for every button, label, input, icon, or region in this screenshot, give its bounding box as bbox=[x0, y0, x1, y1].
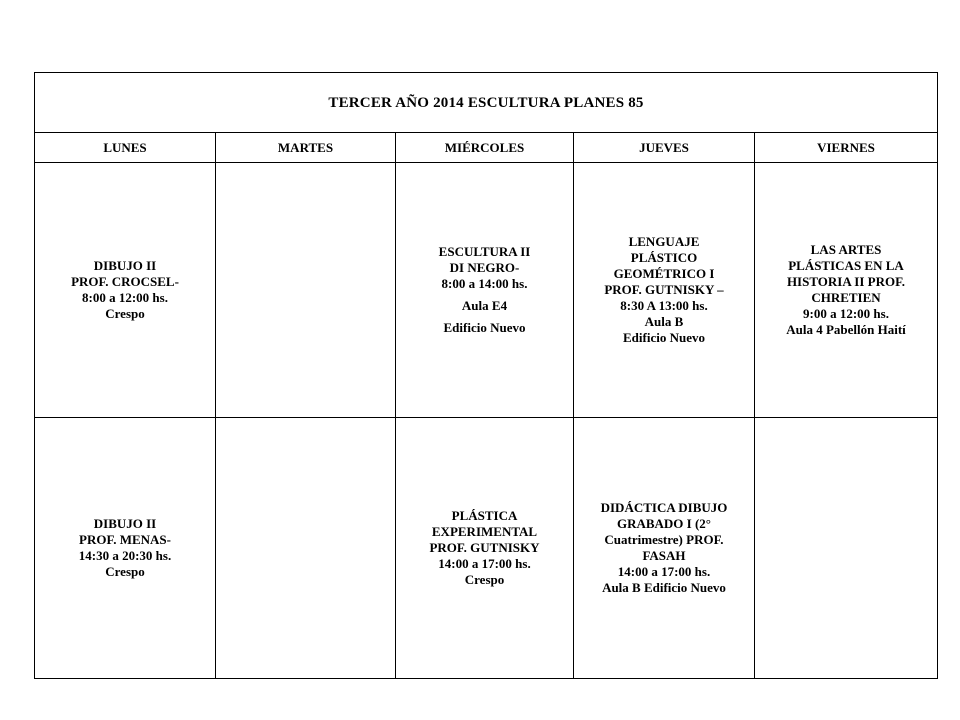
professor: FASAH bbox=[642, 547, 686, 563]
class-name: HISTORIA II PROF. bbox=[786, 273, 906, 289]
class-time: 9:00 a 12:00 hs. bbox=[803, 305, 889, 321]
cell-monday-morning bbox=[35, 163, 216, 417]
cell-thursday-morning bbox=[574, 163, 755, 417]
class-name: DIBUJO II bbox=[93, 257, 157, 273]
class-name: PLÁSTICO bbox=[630, 249, 698, 265]
day-header-row bbox=[35, 133, 938, 163]
professor: PROF. CROCSEL- bbox=[71, 273, 179, 289]
day-header-monday: LUNES bbox=[35, 133, 216, 163]
class-building: Edificio Nuevo bbox=[443, 319, 526, 335]
cell-wednesday-afternoon bbox=[396, 417, 574, 678]
day-header-thursday: JUEVES bbox=[574, 133, 755, 163]
cell-friday-afternoon bbox=[755, 417, 938, 678]
class-location: Crespo bbox=[464, 571, 505, 587]
class-room: Aula B bbox=[644, 313, 684, 329]
class-building: Edificio Nuevo bbox=[623, 329, 705, 345]
title-row bbox=[35, 73, 938, 133]
class-term: Cuatrimestre) PROF. bbox=[604, 531, 724, 547]
cell-tuesday-morning bbox=[216, 163, 396, 417]
class-name: GEOMÉTRICO I bbox=[613, 265, 715, 281]
cell-monday-afternoon bbox=[35, 417, 216, 678]
class-location: Aula 4 Pabellón Haití bbox=[786, 321, 906, 337]
class-time: 14:30 a 20:30 hs. bbox=[78, 547, 172, 563]
class-name: PLÁSTICA bbox=[451, 507, 518, 523]
class-time: 14:00 a 17:00 hs. bbox=[438, 555, 531, 571]
professor: PROF. GUTNISKY bbox=[429, 539, 540, 555]
cell-wednesday-morning bbox=[396, 163, 574, 417]
class-name: LAS ARTES bbox=[810, 241, 882, 257]
morning-row bbox=[35, 163, 938, 417]
class-name: GRABADO I (2° bbox=[616, 515, 712, 531]
class-time: 8:00 a 14:00 hs. bbox=[441, 275, 528, 291]
afternoon-row bbox=[35, 417, 938, 678]
class-name: LENGUAJE bbox=[628, 233, 700, 249]
cell-friday-morning bbox=[755, 163, 938, 417]
class-location: Crespo bbox=[105, 305, 145, 321]
class-name: DIBUJO II bbox=[93, 515, 157, 531]
cell-tuesday-afternoon bbox=[216, 417, 396, 678]
class-time: 8:00 a 12:00 hs. bbox=[82, 289, 168, 305]
schedule-table bbox=[34, 72, 938, 679]
class-time: 14:00 a 17:00 hs. bbox=[617, 563, 711, 579]
professor: PROF. MENAS- bbox=[79, 531, 171, 547]
class-time: 8:30 A 13:00 hs. bbox=[620, 297, 708, 313]
cell-thursday-afternoon bbox=[574, 417, 755, 678]
class-name: ESCULTURA II bbox=[438, 243, 531, 259]
day-header-friday: VIERNES bbox=[755, 133, 938, 163]
professor: PROF. GUTNISKY – bbox=[604, 281, 724, 297]
class-location: Aula B Edificio Nuevo bbox=[602, 579, 726, 595]
day-header-wednesday: MIÉRCOLES bbox=[396, 133, 574, 163]
professor: CHRETIEN bbox=[811, 289, 881, 305]
class-location: Crespo bbox=[105, 563, 145, 579]
professor: DI NEGRO- bbox=[449, 259, 520, 275]
class-name: DIDÁCTICA DIBUJO bbox=[600, 499, 728, 515]
day-header-tuesday: MARTES bbox=[216, 133, 396, 163]
class-room: Aula E4 bbox=[461, 297, 508, 313]
class-name: PLÁSTICAS EN LA bbox=[788, 257, 904, 273]
class-name: EXPERIMENTAL bbox=[431, 523, 538, 539]
schedule-title: TERCER AÑO 2014 ESCULTURA PLANES 85 bbox=[35, 73, 938, 133]
